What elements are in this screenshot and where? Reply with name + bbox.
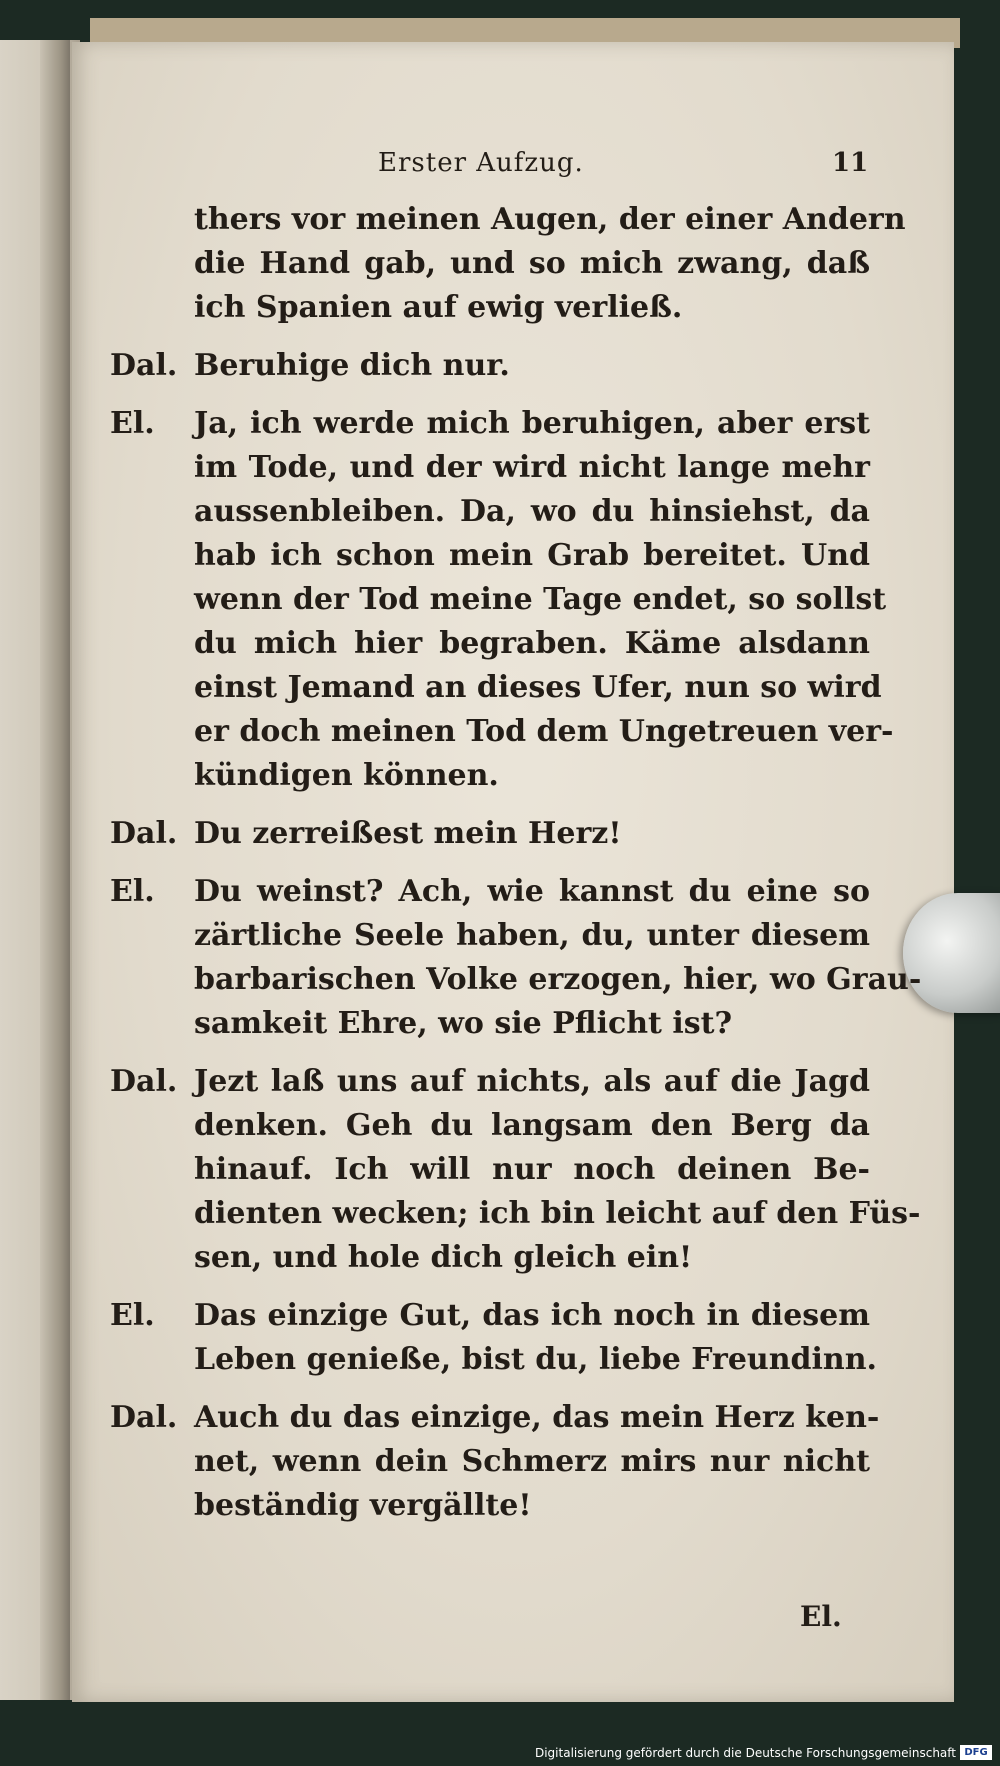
text-line: Du weinst? Ach, wie kannst du eine so (194, 874, 870, 909)
speech-block (110, 1396, 880, 1528)
speech-block (110, 1294, 877, 1382)
text-line: Du zerreißest mein Herz! (194, 816, 622, 851)
text-line: beständig vergällte! (194, 1488, 532, 1523)
speaker-label: Dal. (110, 1400, 178, 1435)
text-line: denken. Geh du langsam den Berg da (194, 1108, 870, 1143)
speech-block (110, 1060, 921, 1280)
speaker-label: Dal. (110, 348, 178, 383)
speech-block (110, 402, 894, 798)
text-line: einst Jemand an dieses Ufer, nun so wird (194, 670, 882, 705)
text-line: im Tode, und der wird nicht lange mehr (194, 450, 870, 485)
footer-credit: Digitalisierung gefördert durch die Deutsche Forschungsgemeinschaft (534, 1746, 956, 1760)
text-line: samkeit Ehre, wo sie Pflicht ist? (194, 1006, 733, 1041)
text-line: er doch meinen Tod dem Ungetreuen ver- (194, 714, 894, 749)
speech-block (110, 344, 870, 388)
text-line: thers vor meinen Augen, der einer Andern (194, 202, 906, 237)
text-line: dienten wecken; ich bin leicht auf den Füs- (194, 1196, 921, 1231)
speech-block (110, 812, 870, 856)
text-line: du mich hier begraben. Käme alsdann (194, 626, 870, 661)
text-line: Jezt laß uns auf nichts, als auf die Jagd (194, 1064, 870, 1099)
digitization-footer (0, 1740, 1000, 1766)
text-line: wenn der Tod meine Tage endet, so sollst (194, 582, 887, 617)
text-line: Auch du das einzige, das mein Herz ken- (194, 1400, 880, 1435)
opening-lines (110, 198, 906, 330)
text-line: barbarischen Volke erzogen, hier, wo Grau- (194, 962, 922, 997)
text-line: Beruhige dich nur. (194, 348, 510, 383)
speaker-label: El. (110, 1298, 155, 1333)
speaker-label: Dal. (110, 816, 178, 851)
text-line: sen, und hole dich gleich ein! (194, 1240, 693, 1275)
speech-block (110, 870, 922, 1046)
text-line: die Hand gab, und so mich zwang, daß (194, 246, 870, 281)
text-line: ich Spanien auf ewig verließ. (194, 290, 683, 325)
running-title: Erster Aufzug. (378, 148, 584, 178)
text-line: net, wenn dein Schmerz mirs nur nicht (194, 1444, 870, 1479)
page-text (110, 148, 922, 1528)
catchword: El. (800, 1600, 842, 1633)
text-line: kündigen können. (194, 758, 499, 793)
text-line: hinauf. Ich will nur noch deinen Be- (194, 1152, 870, 1187)
speaker-label: El. (110, 874, 155, 909)
text-line: hab ich schon mein Grab bereitet. Und (194, 538, 870, 573)
text-line: Das einzige Gut, das ich noch in diesem (194, 1298, 870, 1333)
dfg-logo: DFG (960, 1745, 992, 1760)
text-line: Leben genieße, bist du, liebe Freundinn. (194, 1342, 877, 1377)
page-number: 11 (832, 148, 869, 178)
speaker-label: Dal. (110, 1064, 178, 1099)
text-line: aussenbleiben. Da, wo du hinsiehst, da (194, 494, 870, 529)
speaker-label: El. (110, 406, 155, 441)
text-line: Ja, ich werde mich beruhigen, aber erst (194, 406, 870, 441)
text-line: zärtliche Seele haben, du, unter diesem (194, 918, 870, 953)
running-head (110, 148, 870, 198)
book-gutter (40, 40, 70, 1700)
